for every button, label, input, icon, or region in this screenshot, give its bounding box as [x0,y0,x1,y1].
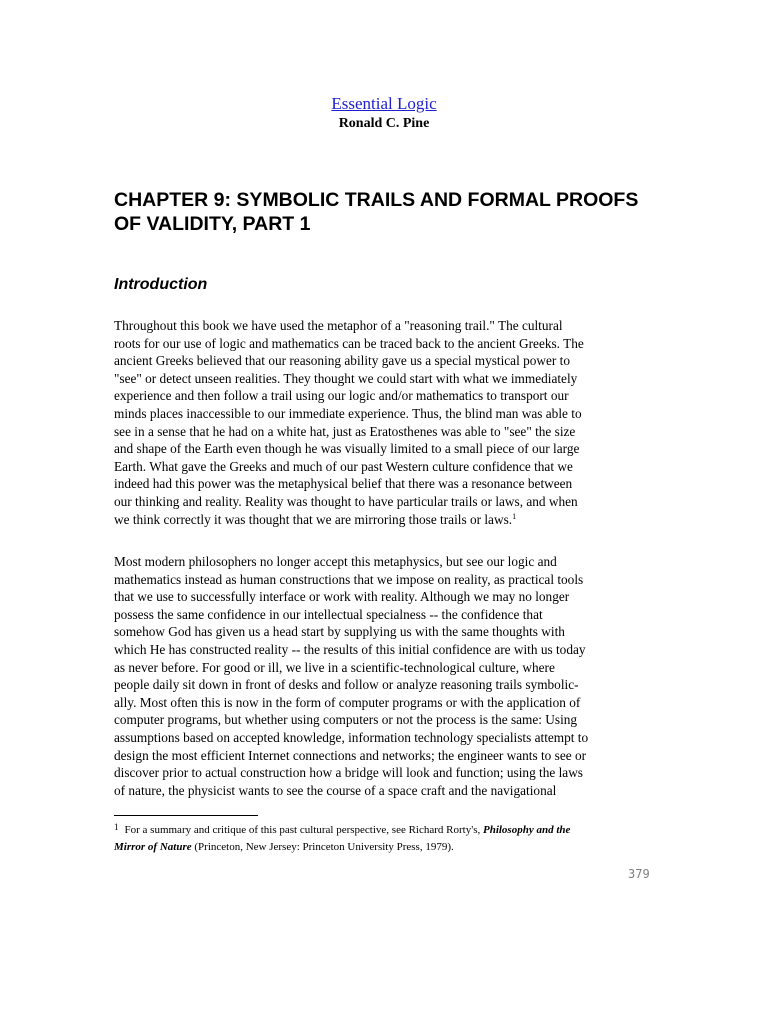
text-line: somehow God has given us a head start by supplying us with the same thoughts with [114,624,565,640]
text-line: assumptions based on accepted knowledge, information technology specialists attempt to [114,729,589,745]
text-line: ally. Most often this is now in the form of computer programs or with the application of [114,694,581,710]
text-line: Earth. What gave the Greeks and much of our past Western culture confidence that we [114,458,573,474]
chapter-title [114,188,674,236]
text-line: Throughout this book we have used the metaphor of a "reasoning trail." The cultural [114,318,563,333]
text-line-content: we think correctly it was thought that we are mirroring those trails or laws. [114,511,513,527]
footnote-text: (Princeton, New Jersey: Princeton University Press, 1979). [191,841,454,853]
text-line: see in a sense that he had on a white hat, just as Eratosthenes was able to "see" the size [114,423,576,439]
chapter-title-line: OF VALIDITY, PART 1 [114,213,311,235]
text-line-last [114,511,654,529]
text-line: of nature, the physicist wants to see the course of a space craft and the navigational [114,782,557,798]
text-line: minds places inaccessible to our immediate experience. Thus, the blind man was able to [114,405,582,421]
text-line: "see" or detect unseen realities. They thought we could start with what we immediately [114,370,578,386]
text-line: design the most efficient Internet connections and networks; the engineer wants to see or [114,747,587,763]
footnote-line [114,839,654,856]
footnote-reference[interactable]: 1 [512,511,517,521]
text-line: discover prior to actual construction how a bridge will look and function; using the laws [114,765,583,781]
page-number: 379 [628,867,650,881]
footnote-line [114,822,654,839]
text-line: that we use to successfully interface or work with reality. Although we may no longer [114,589,570,605]
footnote-book-title: Philosophy and the [482,824,571,836]
text-line: mathematics instead as human constructions that we impose on reality, as practical tools [114,571,584,587]
footnote-marker: 1 [114,822,119,832]
book-author: Ronald C. Pine [338,116,430,131]
text-line: which He has constructed reality -- the results of this initial confidence are with us today [114,641,586,657]
book-title-link[interactable]: Essential Logic [331,94,437,113]
text-line: as never before. For good or ill, we live in a scientific-technological culture, where [114,659,555,675]
paragraph-1 [114,317,654,528]
text-line: our thinking and reality. Reality was thought to have particular trails or laws, and when [114,493,578,509]
text-line: indeed had this power was the metaphysical belief that there was a resonance between [114,476,573,492]
footnote-text: For a summary and critique of this past cultural perspective, see Richard Rorty's, [124,824,481,836]
footnote [114,822,654,856]
text-line: people daily sit down in front of desks and follow or analyze reasoning trails symbolic- [114,677,579,693]
footnote-book-title: Mirror of Nature [114,841,192,853]
text-line: roots for our use of logic and mathematics can be traced back to the ancient Greeks. The [114,335,584,351]
text-line: and shape of the Earth even though he was visually limited to a small piece of our large [114,441,580,457]
chapter-title-line: CHAPTER 9: SYMBOLIC TRAILS AND FORMAL PROOFS [114,189,639,211]
footnote-divider [114,815,258,816]
paragraph-2 [114,553,654,799]
text-line: possess the same confidence in our intellectual specialness -- the confidence that [114,606,543,622]
section-heading: Introduction [114,276,208,293]
text-line: Most modern philosophers no longer accept this metaphysics, but see our logic and [114,554,557,569]
text-line: ancient Greeks believed that our reasoning ability gave us a special mystical power to [114,353,571,369]
text-line: computer programs, but whether using computers or not the process is the same: Using [114,712,578,728]
text-line: experience and then follow a trail using our logic and/or mathematics to transport our [114,388,569,404]
